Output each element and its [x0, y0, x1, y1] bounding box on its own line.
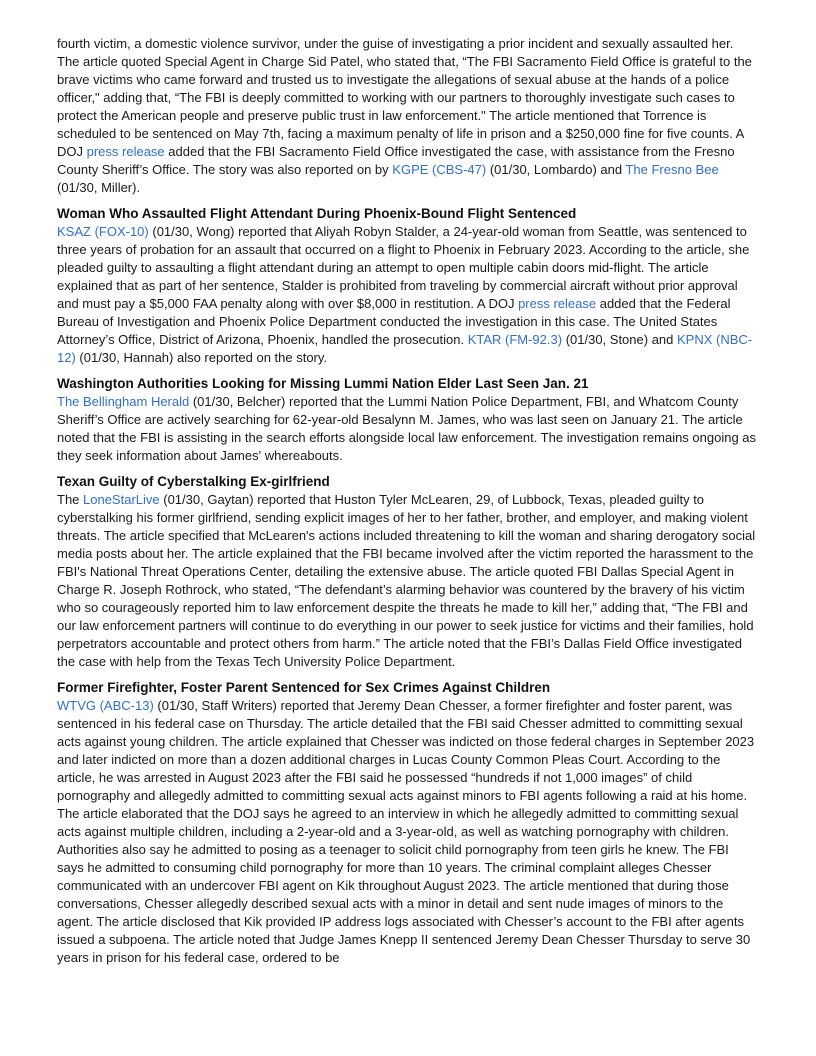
ksaz-link[interactable]: KSAZ (FOX-10)	[57, 224, 149, 239]
wtvg-link[interactable]: WTVG (ABC-13)	[57, 698, 154, 713]
story3-text-0: The	[57, 492, 84, 507]
intro-paragraph	[57, 35, 758, 197]
story-missing-elder	[57, 375, 758, 465]
story-missing-elder-title: Washington Authorities Looking for Missing Lummi Nation Elder Last Seen Jan. 21	[57, 376, 589, 391]
fresno-bee-link[interactable]: The Fresno Bee	[625, 162, 719, 177]
bellingham-herald-link[interactable]: The Bellingham Herald	[57, 394, 190, 409]
story-missing-elder-body	[57, 393, 758, 465]
story2-text-1: (01/30, Belcher) reported that the Lummi Nation Police Department, FBI, and Whatcom County Sheriff’s Office are actively searching for 62-year-old Besalynn M. James, who was last seen on January 21. The article noted that the FBI is assisting in the search efforts alongside local law enforcement. The investigation remains ongoing as they seek information about James' whereabouts.	[57, 394, 757, 463]
story-firefighter	[57, 679, 758, 967]
story1-text-1: (01/30, Wong) reported that Aliyah Robyn Stalder, a 24-year-old woman from Seattle, was sentenced to three years of probation for an assault that occurred on a flight to Phoenix in February 2023. According to the article, she pleaded guilty to assaulting a flight attendant during an attempt to open multiple cabin doors mid-flight. The article explained that as part of her sentence, Stalder is prohibited from traveling by commercial aircraft without prior approval and must pay a $5,000 FAA penalty along with over $8,000 in restitution. A DOJ	[57, 224, 750, 311]
story-flight-attendant-body	[57, 223, 758, 367]
story-flight-attendant	[57, 205, 758, 367]
doj-press-release-link[interactable]: press release	[86, 144, 165, 159]
intro-text-2: added that the FBI Sacramento Field Office investigated the case, with assistance from the Fresno County Sheriff’s Office. The story was also reported on by	[57, 144, 735, 177]
ktar-link[interactable]: KTAR (FM-92.3)	[467, 332, 563, 347]
story1-text-4: (01/30, Hannah) also reported on the story.	[75, 350, 328, 365]
story-firefighter-body	[57, 697, 758, 967]
story-cyberstalking-title: Texan Guilty of Cyberstalking Ex-girlfriend	[57, 474, 330, 489]
story1-text-2: added that the Federal Bureau of Investigation and Phoenix Police Department conducted the investigation in this case. The United States Attorney’s Office, District of Arizona, Phoenix, handled the prosecution.	[57, 296, 731, 347]
story-firefighter-title: Former Firefighter, Foster Parent Sentenced for Sex Crimes Against Children	[57, 680, 551, 695]
story-cyberstalking	[57, 473, 758, 671]
intro-text-4: (01/30, Miller).	[57, 180, 141, 195]
kpnx-link[interactable]: KPNX (NBC-12)	[57, 332, 753, 365]
story1-text-3: (01/30, Stone) and	[562, 332, 677, 347]
story-flight-attendant-title: Woman Who Assaulted Flight Attendant During Phoenix-Bound Flight Sentenced	[57, 206, 577, 221]
intro-continuation	[57, 35, 758, 197]
doj-press-release-link-2[interactable]: press release	[518, 296, 597, 311]
intro-text-1: fourth victim, a domestic violence survivor, under the guise of investigating a prior incident and sexually assaulted her. The article quoted Special Agent in Charge Sid Patel, who stated that, “The FBI Sacramento Field Office is grateful to the brave victims who came forward and trusted us to investigate the allegations of sexual abuse at the hands of a police officer," adding that, “The FBI is deeply committed to working with our partners to thoroughly investigate such cases to protect the American people and preserve public trust in law enforcement." The article mentioned that Torrence is scheduled to be sentenced on May 7th, facing a maximum penalty of life in prison and a $250,000 fine for five counts. A DOJ	[57, 36, 752, 159]
kgpe-link[interactable]: KGPE (CBS-47)	[392, 162, 487, 177]
story-cyberstalking-body	[57, 491, 758, 671]
lonestarlive-link[interactable]: LoneStarLive	[83, 492, 160, 507]
story4-text-1: (01/30, Staff Writers) reported that Jeremy Dean Chesser, a former firefighter and foster parent, was sentenced in his federal case on Thursday. The article detailed that the FBI said Chesser admitted to committing sexual acts against young children. The article explained that Chesser was indicted on those federal charges in September 2023 and later indicted on more than a dozen additional charges in Lucas County Common Pleas Court. According to the article, he was arrested in August 2023 after the FBI said he possessed “hundreds if not 1,000 images” of child pornography and allegedly admitted to committing sexual acts against minors to FBI agents following a raid at his home. The article elaborated that the DOJ says he agreed to an interview in which he allegedly admitted to committing sexual acts against multiple children, including a 2-year-old and a 3-year-old, as well as watching pornography with children. Authorities also say he admitted to posing as a teenager to solicit child pornography from teen girls he knew. The FBI says he admitted to consuming child pornography for more than 10 years. The criminal complaint alleges Chesser communicated with an undercover FBI agent on Kik throughout August 2023. The article mentioned that during those conversations, Chesser allegedly described sexual acts with a minor in detail and sent nude images of minors to the agent. The article disclosed that Kik provided IP address logs associated with Chesser’s account to the FBI after agents issued a subpoena. The article noted that Judge James Knepp II sentenced Jeremy Dean Chesser Thursday to serve 30 years in prison for his federal case, ordered to be	[57, 698, 755, 965]
story3-text-1: (01/30, Gaytan) reported that Huston Tyler McLearen, 29, of Lubbock, Texas, pleaded guilty to cyberstalking his former girlfriend, sending explicit images of her to her father, brother, and employer, and making violent threats. The article specified that McLearen's actions included threatening to kill the woman and sharing derogatory social media posts about her. The article explained that the FBI became involved after the victim reported the harassment to the FBI's National Threat Operations Center, detailing the extensive abuse. The article quoted FBI Dallas Special Agent in Charge R. Joseph Rothrock, who stated, “The defendant’s alarming behavior was countered by the bravery of his victim who so courageously reported him to law enforcement despite the threats he made to kill her,” adding that, “The FBI and our law enforcement partners will continue to do everything in our power to seek justice for victims and their families, hold perpetrators accountable and protect others from harm.” The article noted that the FBI’s Dallas Field Office investigated the case with help from the Texas Tech University Police Department.	[57, 492, 756, 669]
intro-text-3: (01/30, Lombardo) and	[486, 162, 626, 177]
